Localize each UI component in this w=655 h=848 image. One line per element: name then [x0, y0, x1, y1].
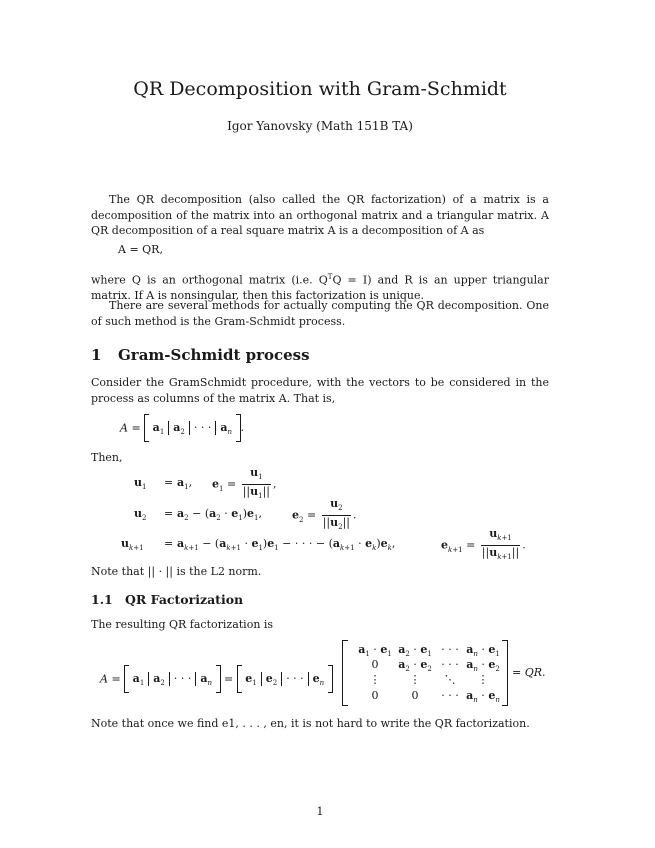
section-1-heading: 1 Gram-Schmidt process — [91, 346, 310, 364]
section-1-1-heading: 1.1 QR Factorization — [91, 592, 244, 607]
intro-paragraph-3: There are several methods for actually computing the QR decomposition. One of such method is the Gram-Schmidt process. — [91, 299, 549, 328]
intro-paragraph-1: The QR decomposition (also called the QR factorization) of a matrix is a decomposition of the matrix into an orthogonal matrix and a triangular matrix. A QR decomposition of a real square matrix A is a decomposition of A as — [91, 193, 549, 238]
section-1-paragraph: Consider the GramSchmidt procedure, with the vectors to be considered in the process as columns of the matrix A. That is, — [91, 376, 549, 405]
then-label: Then, — [91, 451, 123, 464]
equation-matrix-columns: $A = a_1$ $a_2$ · · · $a_n$ . — [120, 414, 244, 442]
equation-equals-qr: = QR. — [512, 666, 546, 679]
paper-author: Igor Yanovsky (Math 151B TA) — [227, 119, 413, 133]
intro-paragraph-2: where Q is an orthogonal matrix (i.e. $Q^TQ = I$) and R is an upper triangular matrix. If A is nonsingular, then this factorization is unique. — [91, 273, 549, 303]
page-number: 1 — [316, 805, 324, 818]
equation-uk1: $u_{k+1}$ = $a_{k+1} - (a_{k+1} \cdot e_1)e_1$ − · · · − $(a_{k+1} \cdot e_k)e_k$, $e_{k+1}$ = $\frac{u_{k+1}}{||u_{k+1}||}$ . — [121, 527, 526, 562]
section-1-1-paragraph: The resulting QR factorization is — [91, 618, 274, 631]
equation-u2: $u_2$ = $a_2 - (a_2 \cdot e_1)e_1$, $e_2$ = $\frac{u_2}{||u_2||}$ . — [134, 497, 357, 532]
paper-title: QR Decomposition with Gram-Schmidt — [133, 78, 507, 100]
equation-a-qr: A = QR, — [118, 243, 163, 256]
equation-qr-factorization: $A = a_1$ $a_2$ · · · $a_n = e_1$ $e_2$ · · · $e_n$ — [100, 665, 333, 693]
section-1-1-note: Note that once we find e1, . . . , en, it is not hard to write the QR factorization. — [91, 717, 530, 730]
section-1-note: Note that || · || is the L2 norm. — [91, 565, 262, 578]
equation-u1: $u_1$ = $a_1$, $e_1$ = $\frac{u_1}{||u_1||}$ , — [134, 466, 277, 501]
r-matrix: $a_1 \cdot e_1$ $a_2 \cdot e_1$ · · · $a_n \cdot e_1$ 0 $a_2 \cdot e_2$ · · · $a_n \cdot e_2$ ⋮ ⋮ ⋱ ⋮ 0 0 · · · $a_n \cdot e_n$ — [342, 640, 512, 706]
